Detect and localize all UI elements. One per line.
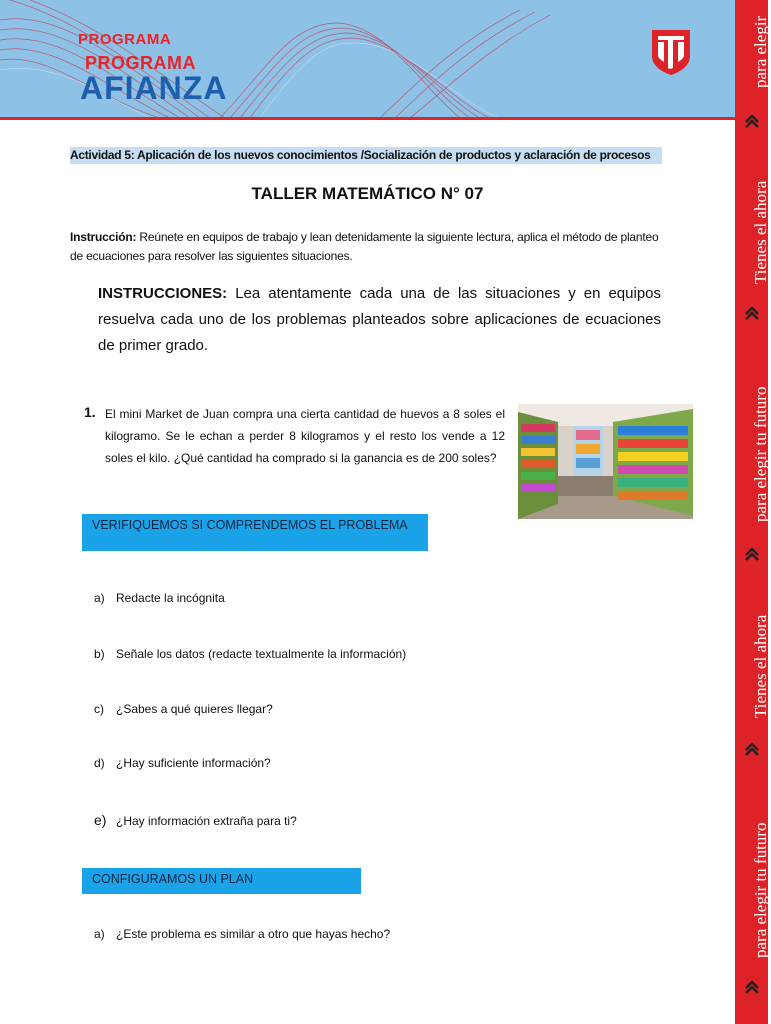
double-chevron-icon [743,978,761,996]
question-text: ¿Hay suficiente información? [116,756,271,770]
section-banner-verify: VERIFIQUEMOS SI COMPRENDEMOS EL PROBLEMA [82,514,428,551]
question-letter: a) [94,927,105,941]
question-item [94,812,297,828]
question-item [94,756,271,770]
question-item [94,927,390,941]
question-item [94,702,273,716]
sidebar-slogan: Tienes el ahora [751,180,770,284]
question-text: ¿Este problema es similar a otro que hayas hecho? [116,927,391,941]
double-chevron-icon [743,304,761,322]
sidebar-slogan: para elegir tu futuro [751,822,770,958]
question-text: Redacte la incógnita [116,591,225,605]
double-chevron-icon [743,545,761,563]
sidebar-slogan: para elegir tu futuro [751,386,770,522]
instructions-label: INSTRUCCIONES: [98,285,228,302]
question-letter: d) [94,756,105,770]
mini-market-photo [518,404,693,519]
problem-number: 1. [84,404,96,420]
question-text: ¿Hay información extraña para ti? [116,814,297,828]
question-letter: b) [94,647,105,661]
logo-programa: PROGRAMA [85,53,196,73]
header-divider [0,117,735,120]
instructions-text: Lea atentamente cada una de las situaciones y en equipos resuelva cada uno de los problemas planteados sobre aplicaciones de ecuaciones de primer grado. [98,285,661,354]
problem-statement: El mini Market de Juan compra una cierta cantidad de huevos a 8 soles el kilogramo. Se le echan a perder 8 kilogramos y el resto los vende a 12 soles el kilo. ¿Qué cantidad ha comprado si la ganancia es de 200 soles? [105,407,505,465]
header-banner [0,0,735,118]
double-chevron-icon [743,112,761,130]
sidebar-slogan-strip [735,0,768,1024]
sidebar-slogan: Tienes el ahora [751,614,770,718]
page-title: TALLER MATEMÁTICO N° 07 [251,184,484,203]
instruction-label: Instrucción: [70,230,137,244]
section-banner-plan: CONFIGURAMOS UN PLAN [82,868,361,894]
double-chevron-icon [743,740,761,758]
logo-ghost-text: PROGRAMA [78,31,172,48]
instruction-paragraph [70,228,660,266]
university-shield-icon [650,28,692,76]
question-letter: e) [94,812,107,828]
question-letter: c) [94,702,104,716]
question-item [94,647,406,661]
question-text: ¿Sabes a qué quieres llegar? [116,702,273,716]
sidebar-slogan: para elegir [751,15,770,88]
activity-heading: Actividad 5: Aplicación de los nuevos conocimientos /Socialización de productos y aclaración de procesos [70,147,662,164]
question-text: Señale los datos (redacte textualmente la información) [116,647,407,661]
instruction-text: Reúnete en equipos de trabajo y lean detenidamente la siguiente lectura, aplica el método de planteo de ecuaciones para resolver las siguientes situaciones. [70,230,659,263]
question-letter: a) [94,591,105,605]
question-item [94,591,225,605]
instructions-box [98,281,661,359]
logo-afianza: AFIANZA [80,70,228,106]
